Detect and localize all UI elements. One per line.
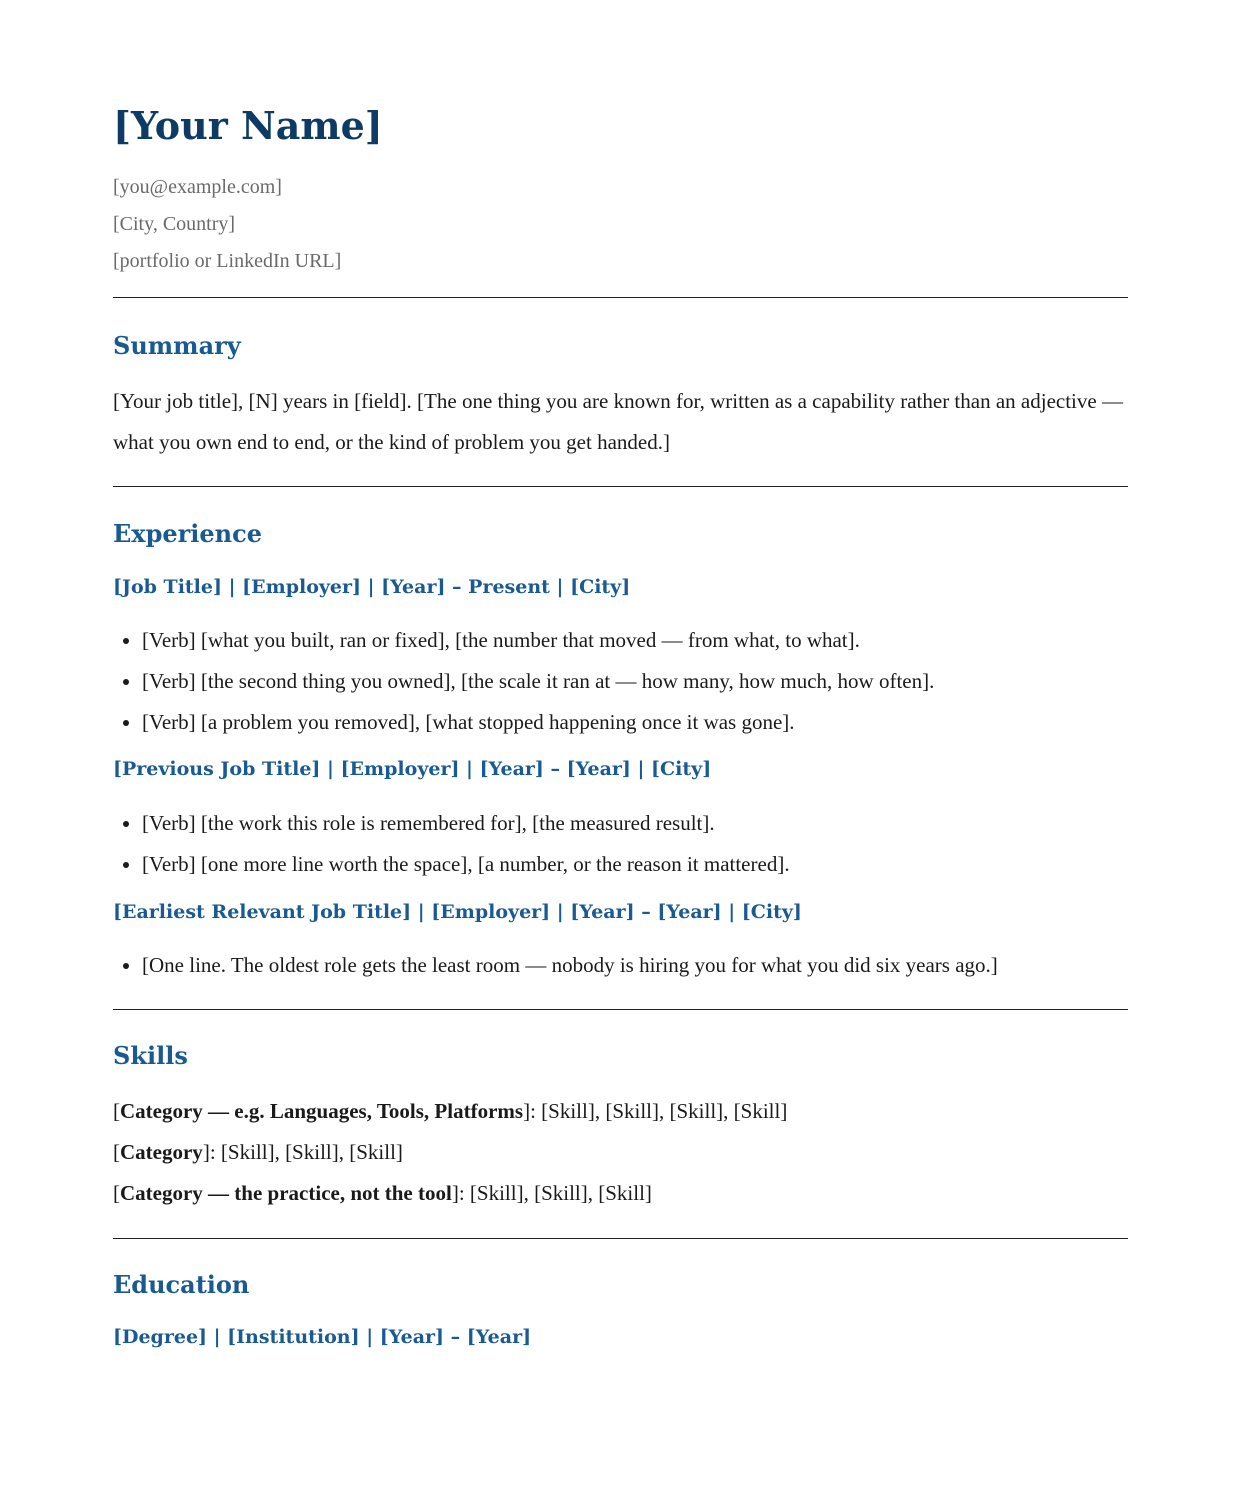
skill-row: [Category]: [Skill], [Skill], [Skill] — [113, 1140, 403, 1164]
skills-heading: Skills — [113, 1041, 188, 1070]
list-item: • [Verb] [a problem you removed], [what stopped happening once it was gone]. — [142, 702, 1128, 743]
list-item: • [Verb] [the work this role is remembered for], [the measured result]. — [142, 803, 1128, 844]
job-heading: [Earliest Relevant Job Title] | [Employer] | [Year] – [Year] | [City] — [113, 901, 802, 923]
job-bullets — [113, 945, 1128, 986]
summary-heading: Summary — [113, 331, 241, 360]
skill-items: : [Skill], [Skill], [Skill], [Skill] — [530, 1099, 788, 1123]
job-heading: [Previous Job Title] | [Employer] | [Year] – [Year] | [City] — [113, 758, 712, 780]
education-heading: Education — [113, 1270, 250, 1299]
skill-items: : [Skill], [Skill], [Skill] — [209, 1140, 403, 1164]
skill-category: Category — e.g. Languages, Tools, Platforms — [120, 1099, 524, 1123]
experience-heading: Experience — [113, 519, 263, 548]
education-section — [113, 1239, 1128, 1351]
job-bullets — [113, 620, 1128, 743]
list-item: • [Verb] [one more line worth the space], [a number, or the reason it mattered]. — [142, 844, 1128, 885]
contact-location: [City, Country] — [113, 213, 236, 235]
skill-row: [Category — the practice, not the tool]: [Skill], [Skill], [Skill] — [113, 1181, 652, 1205]
skills-section — [113, 1010, 1128, 1214]
list-item: • [Verb] [the second thing you owned], [the scale it ran at — how many, how much, how often]. — [142, 661, 1128, 702]
list-item: • [One line. The oldest role gets the least room — nobody is hiring you for what you did six years ago.] — [142, 945, 1128, 986]
summary-text: [Your job title], [N] years in [field]. [The one thing you are known for, written as a capability rather than an adjective — what you own end to end, or the kind of problem you get handed.] — [113, 389, 1123, 454]
candidate-name: [Your Name] — [113, 103, 383, 148]
job-bullets — [113, 803, 1128, 885]
skill-items: : [Skill], [Skill], [Skill] — [458, 1181, 652, 1205]
experience-section — [113, 487, 1128, 986]
contact-url: [portfolio or LinkedIn URL] — [113, 250, 342, 272]
list-item: • [Verb] [what you built, ran or fixed], [the number that moved — from what, to what]. — [142, 620, 1128, 661]
education-entry: [Degree] | [Institution] | [Year] – [Year] — [113, 1326, 532, 1348]
skill-category: Category — [120, 1140, 203, 1164]
contact-email: [you@example.com] — [113, 176, 282, 198]
skill-row: [Category — e.g. Languages, Tools, Platforms]: [Skill], [Skill], [Skill], [Skill] — [113, 1099, 788, 1123]
resume-page — [113, 98, 1128, 1351]
skill-category: Category — the practice, not the tool — [120, 1181, 452, 1205]
contact-block — [113, 169, 1128, 280]
job-heading: [Job Title] | [Employer] | [Year] – Present | [City] — [113, 576, 631, 598]
summary-section — [113, 298, 1128, 463]
